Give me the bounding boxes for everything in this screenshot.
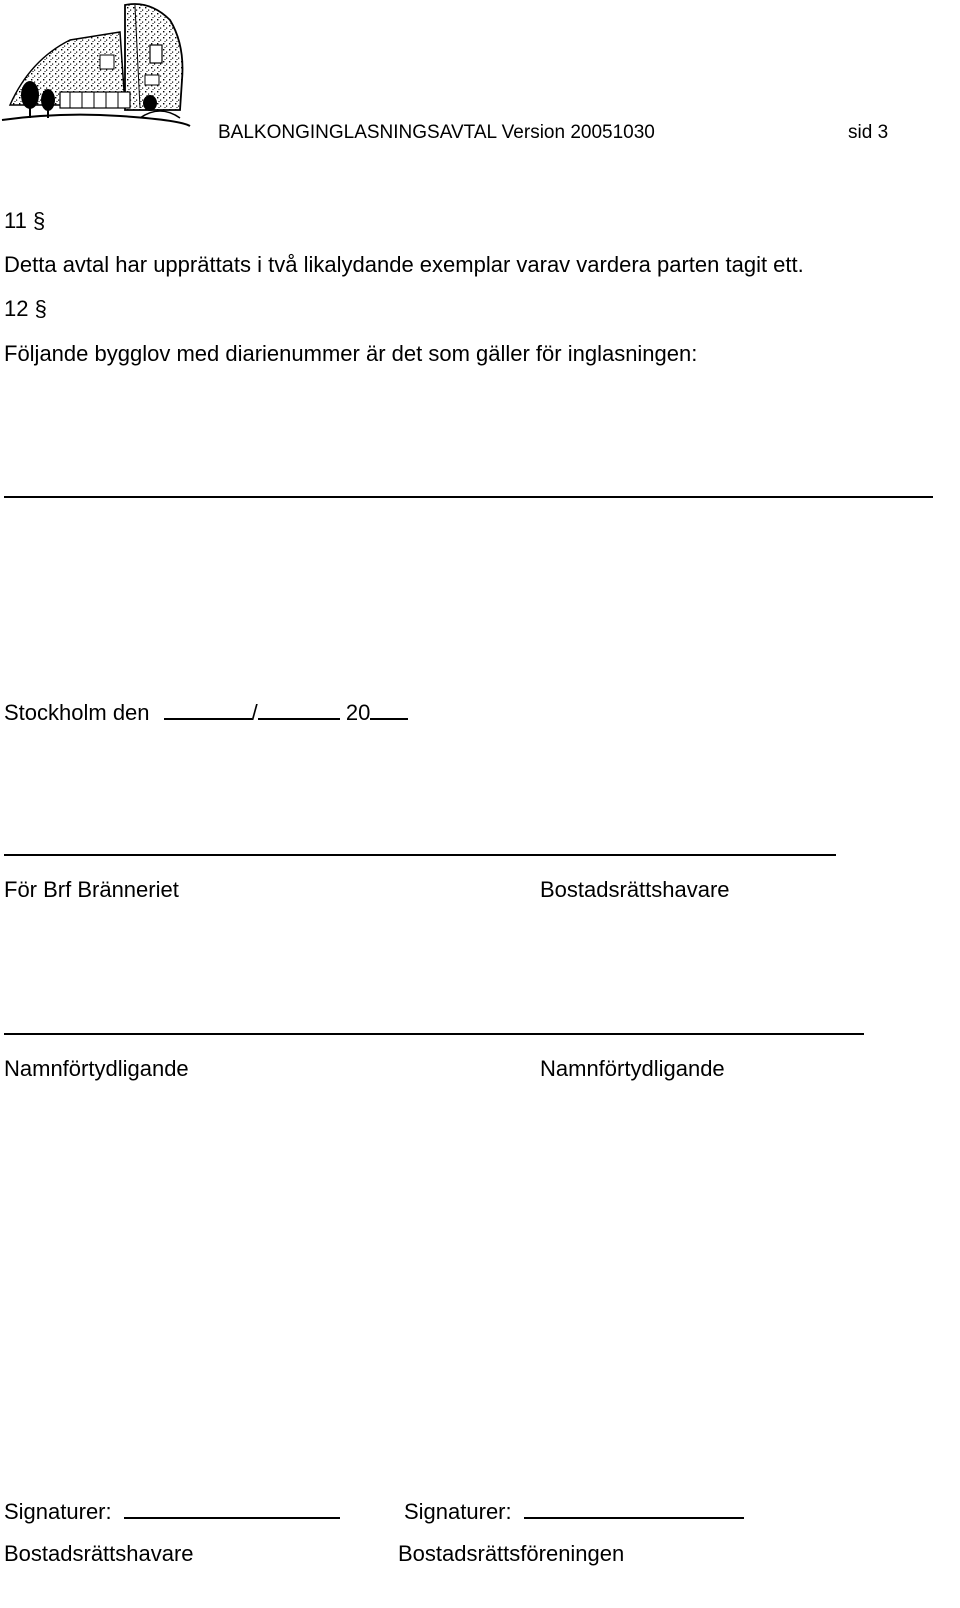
- right-initials: [404, 1497, 744, 1525]
- left-initials-label: Signaturer:: [4, 1499, 112, 1524]
- right-name-label: Namnförtydligande: [540, 1056, 725, 1081]
- date-prefix: Stockholm den: [4, 700, 150, 725]
- paragraph-symbol: §: [32, 208, 46, 233]
- name-clarification-line: [4, 1033, 864, 1035]
- section-11-text: Detta avtal har upprättats i två likalydande exemplar varav vardera parten tagit ett.: [4, 252, 804, 277]
- date-separator: /: [251, 700, 258, 725]
- page-number: sid 3: [848, 122, 889, 143]
- left-initials: [4, 1497, 340, 1525]
- year-prefix: 20: [345, 700, 371, 725]
- permit-number-line: [4, 496, 933, 498]
- left-initials-blank: [124, 1497, 340, 1519]
- right-initials-blank: [524, 1497, 744, 1519]
- section-11-heading: [4, 208, 45, 234]
- left-signature-title: För Brf Bränneriet: [4, 877, 179, 902]
- section-number: 11: [4, 208, 27, 233]
- year-blank: [370, 698, 408, 720]
- section-12-heading: [4, 296, 47, 322]
- section-12-text: Följande bygglov med diarienummer är det som gäller för inglasningen:: [4, 341, 698, 366]
- building-logo-image: [0, 0, 195, 135]
- left-initials-party: Bostadsrättshavare: [4, 1541, 194, 1566]
- right-initials-party: Bostadsrättsföreningen: [398, 1541, 625, 1566]
- signature-line-1: [4, 854, 836, 856]
- month-blank: [258, 698, 340, 720]
- section-number: 12: [4, 296, 29, 321]
- day-blank: [164, 698, 252, 720]
- right-signature-title: Bostadsrättshavare: [540, 877, 730, 902]
- left-name-label: Namnförtydligande: [4, 1056, 189, 1081]
- document-title: BALKONGINGLASNINGSAVTAL Version 20051030: [218, 122, 655, 143]
- date-line: [4, 698, 408, 726]
- right-initials-label: Signaturer:: [404, 1499, 512, 1524]
- paragraph-symbol: §: [34, 296, 47, 321]
